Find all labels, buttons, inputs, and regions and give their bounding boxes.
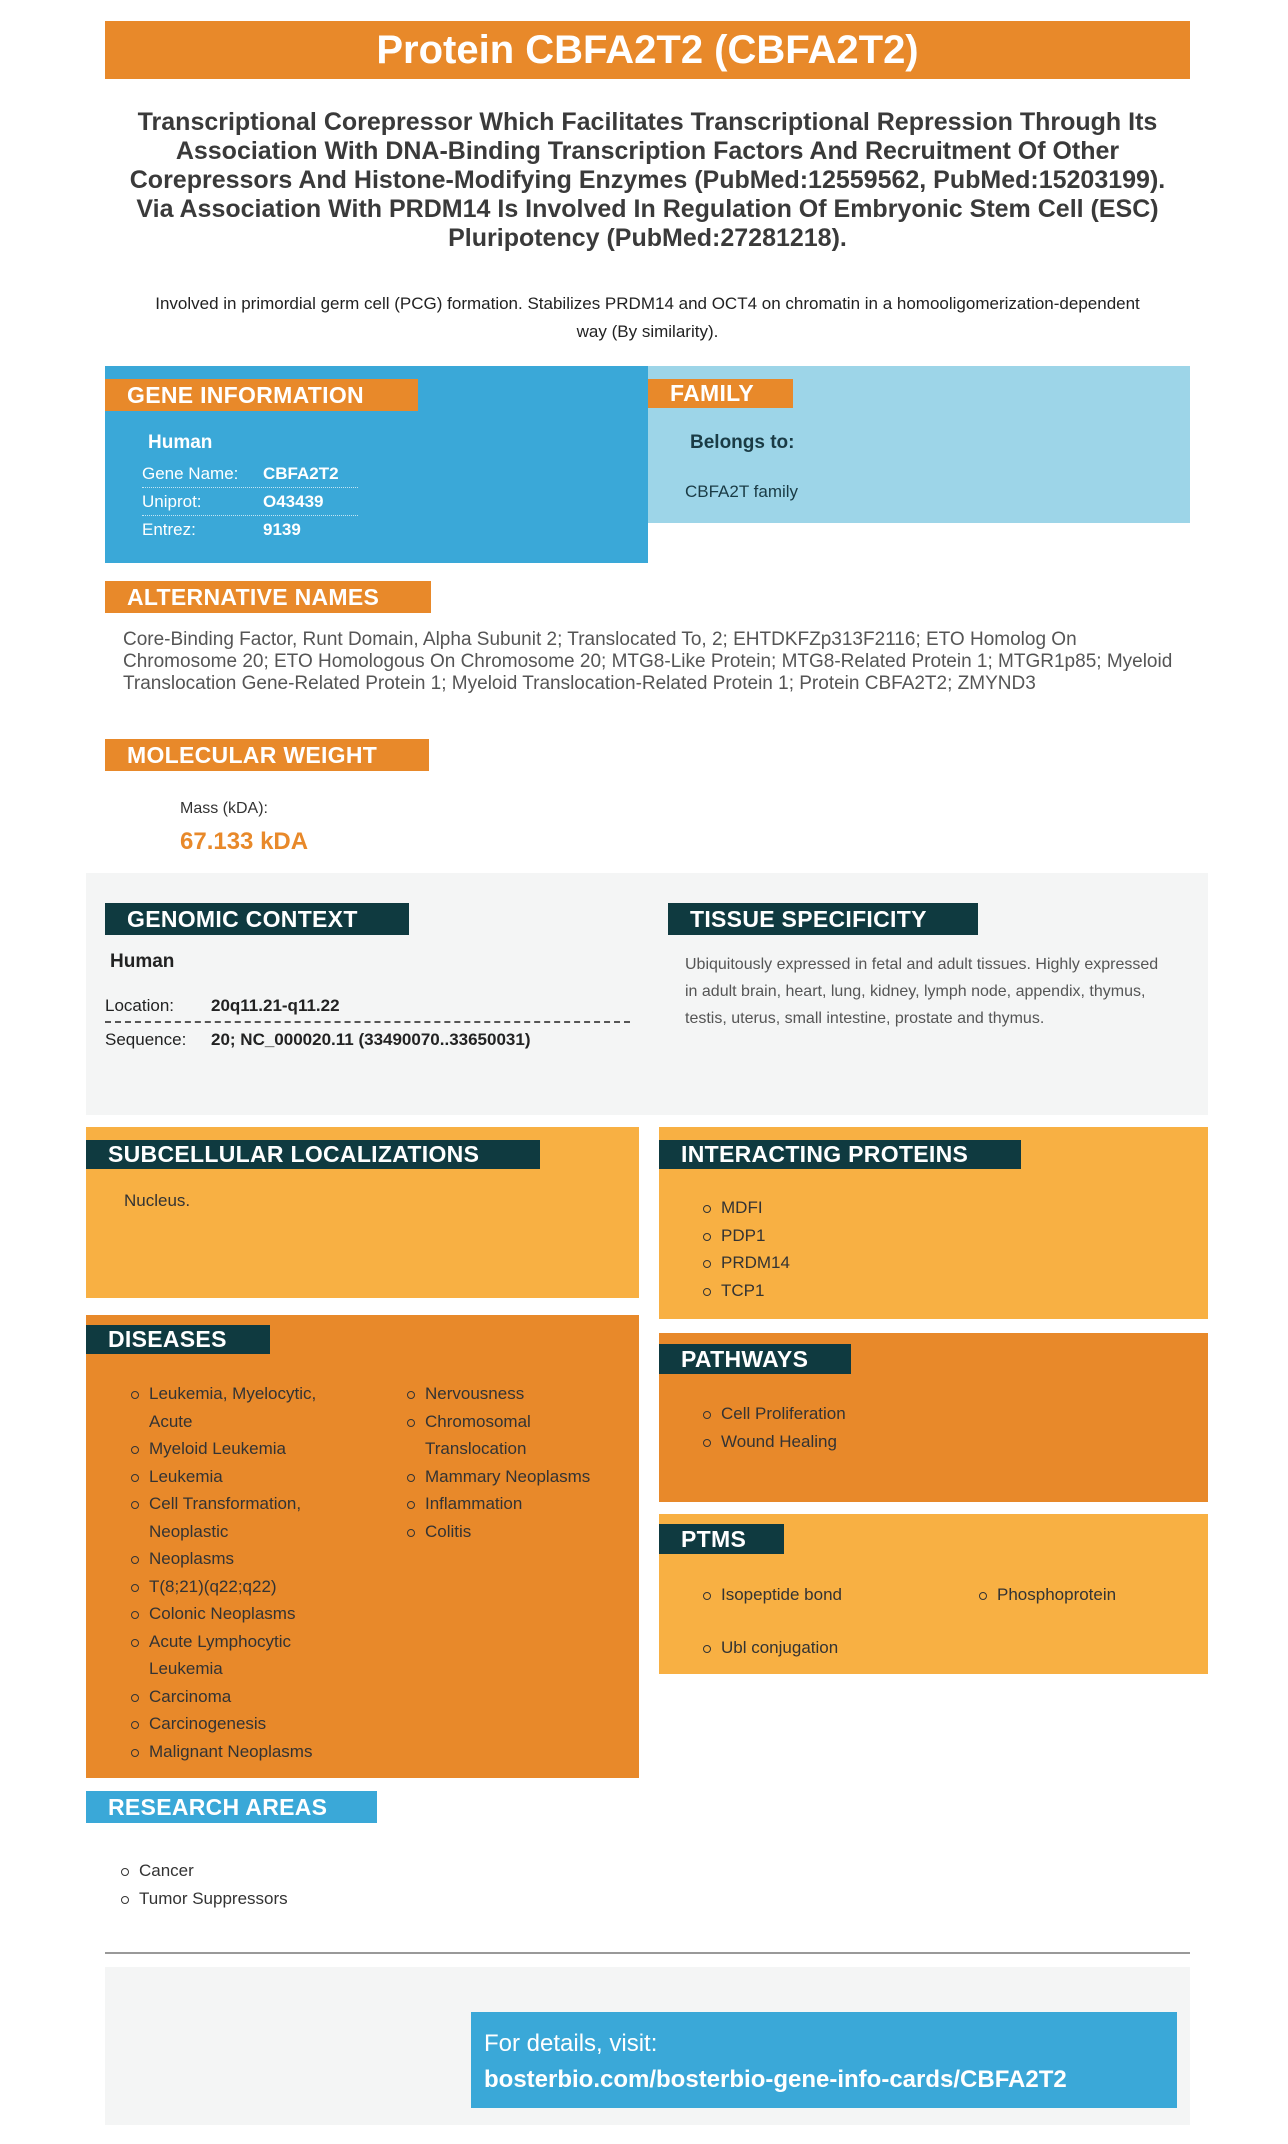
family-header: FAMILY	[648, 379, 793, 408]
list-item: Cell Transformation, Neoplastic	[126, 1490, 356, 1545]
list-item: Phosphoprotein	[974, 1581, 1116, 1609]
ptms-list-column-1	[698, 1581, 842, 1661]
list-item: Tumor Suppressors	[116, 1885, 288, 1913]
list-item: PRDM14	[698, 1249, 790, 1277]
details-link-box[interactable]	[471, 2012, 1177, 2108]
interacting-proteins-list	[698, 1194, 790, 1304]
genomic-context-header: GENOMIC CONTEXT	[105, 903, 409, 935]
gene-info-label: Gene Name:	[142, 464, 239, 483]
gene-info-row-uniprot	[142, 488, 358, 516]
list-item: Cell Proliferation	[698, 1400, 846, 1428]
diseases-header: DISEASES	[86, 1325, 270, 1354]
gene-info-row-entrez	[142, 516, 358, 544]
gene-info-value: 9139	[263, 520, 301, 539]
ptms-list-column-2	[974, 1581, 1116, 1609]
ptms-header: PTMS	[659, 1524, 784, 1554]
gene-information-header: GENE INFORMATION	[105, 379, 418, 411]
gene-info-value: O43439	[263, 492, 324, 511]
list-item: Nervousness	[402, 1380, 622, 1408]
list-item: Carcinoma	[126, 1683, 356, 1711]
list-item: Ubl conjugation	[698, 1634, 842, 1662]
details-label: For details, visit:	[484, 2030, 658, 2057]
list-item: Myeloid Leukemia	[126, 1435, 356, 1463]
gene-info-row-gene-name	[142, 460, 358, 488]
list-item: Leukemia, Myelocytic, Acute	[126, 1380, 356, 1435]
protein-description: Involved in primordial germ cell (PCG) formation. Stabilizes PRDM14 and OCT4 on chromatin in a homooligomerization-dependent way (By similarity).	[155, 294, 1140, 341]
molecular-weight-header: MOLECULAR WEIGHT	[105, 739, 429, 771]
list-item: Chromosomal Translocation	[402, 1408, 622, 1463]
genomic-value: 20; NC_000020.11 (33490070..33650031)	[211, 1030, 531, 1049]
mass-label: Mass (kDA):	[180, 800, 268, 817]
pathways-list	[698, 1400, 846, 1455]
list-item: Colonic Neoplasms	[126, 1600, 356, 1628]
list-item: Acute Lymphocytic Leukemia	[126, 1628, 356, 1683]
alternative-names-text: Core-Binding Factor, Runt Domain, Alpha Subunit 2; Translocated To, 2; EHTDKFZp313F2116; ETO Homolog On Chromosome 20; ETO Homologous On Chromosome 20; MTG8-Like Protein; MTG8-Related Protein 1; MTGR1p85; Myeloid Translocation Gene-Related Protein 1; Myeloid Translocation-Related Protein 1; Protein CBFA2T2; ZMYND3	[123, 629, 1173, 694]
list-item: PDP1	[698, 1222, 790, 1250]
list-item: Malignant Neoplasms	[126, 1738, 356, 1766]
list-item: Carcinogenesis	[126, 1710, 356, 1738]
mass-value: 67.133 kDA	[180, 828, 309, 855]
list-item: Isopeptide bond	[698, 1581, 842, 1609]
pathways-header: PATHWAYS	[659, 1344, 851, 1374]
gene-species: Human	[148, 432, 213, 453]
list-item: T(8;21)(q22;q22)	[126, 1573, 356, 1601]
genomic-row-location	[105, 989, 630, 1023]
list-item: Neoplasms	[126, 1545, 356, 1573]
gene-info-label: Entrez:	[142, 520, 196, 539]
genomic-label: Sequence:	[105, 1030, 187, 1049]
gene-info-label: Uniprot:	[142, 492, 202, 511]
list-item: Cancer	[116, 1857, 288, 1885]
list-item: Inflammation	[402, 1490, 622, 1518]
list-item: Mammary Neoplasms	[402, 1463, 622, 1491]
footer-divider	[105, 1952, 1190, 1954]
research-areas-header: RESEARCH AREAS	[86, 1791, 377, 1823]
genomic-row-sequence	[105, 1023, 630, 1057]
list-item: TCP1	[698, 1277, 790, 1305]
genomic-value: 20q11.21-q11.22	[211, 996, 340, 1015]
genomic-species: Human	[110, 951, 175, 972]
gene-info-table	[142, 460, 358, 544]
list-item: Leukemia	[126, 1463, 356, 1491]
details-url-link[interactable]: bosterbio.com/bosterbio-gene-info-cards/CBFA2T2	[484, 2066, 1067, 2093]
gene-info-value: CBFA2T2	[263, 464, 339, 483]
tissue-specificity-header: TISSUE SPECIFICITY	[668, 903, 978, 935]
list-item: MDFI	[698, 1194, 790, 1222]
genomic-label: Location:	[105, 996, 174, 1015]
research-areas-list	[116, 1857, 288, 1912]
list-item: Colitis	[402, 1518, 622, 1546]
diseases-list-column-2	[402, 1380, 622, 1545]
diseases-list-column-1	[126, 1380, 356, 1765]
subcellular-localizations-header: SUBCELLULAR LOCALIZATIONS	[86, 1140, 540, 1169]
interacting-proteins-header: INTERACTING PROTEINS	[659, 1140, 1021, 1169]
subcellular-text: Nucleus.	[124, 1191, 191, 1210]
genomic-context-table	[105, 989, 630, 1057]
list-item: Wound Healing	[698, 1428, 846, 1456]
family-belongs-label: Belongs to:	[690, 432, 795, 453]
page-title: Protein CBFA2T2 (CBFA2T2)	[105, 21, 1190, 79]
protein-function-summary: Transcriptional Corepressor Which Facilitates Transcriptional Repression Through Its Association With DNA-Binding Transcription Factors And Recruitment Of Other Corepressors And Histone-Modifying Enzymes (PubMed:12559562, PubMed:15203199). Via Association With PRDM14 Is Involved In Regulation Of Embryonic Stem Cell (ESC) Pluripotency (PubMed:27281218).	[129, 108, 1166, 252]
tissue-specificity-text: Ubiquitously expressed in fetal and adult tissues. Highly expressed in adult brain, heart, lung, kidney, lymph node, appendix, thymus, testis, uterus, small intestine, prostate and thymus.	[685, 956, 1159, 1027]
alternative-names-header: ALTERNATIVE NAMES	[105, 581, 431, 613]
family-value: CBFA2T family	[685, 482, 799, 501]
